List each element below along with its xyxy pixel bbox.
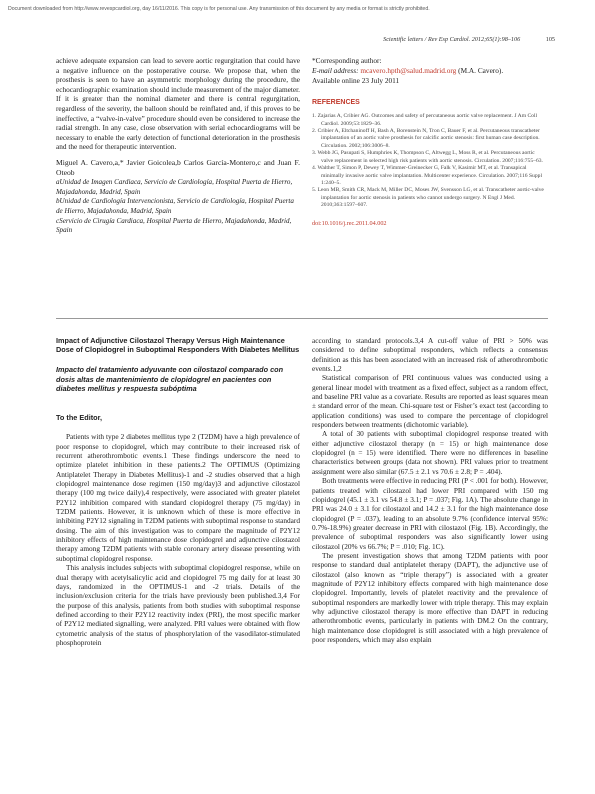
body-paragraph: according to standard protocols.3,4 A cut-off value of PRI > 50% was considered to define suboptimal responders, which reflects a consensus definition as this has been associated with an increased risk of atherothrombotic events.1,2 bbox=[312, 336, 548, 374]
reference-item: 4. Walther T, Simon P, Dewey T, Wimmer-Greinecker G, Falk V, Kasimir MT, et al. Transapical minimally invasive aortic valve implantation. Multicenter experience. Circulation. 2007;116 Suppl 1:240–5. bbox=[312, 165, 543, 186]
body-paragraph: A total of 30 patients with suboptimal clopidogrel response treated with either adjunctive cilostazol therapy (n = 15) or high maintenance dose clopidogrel (n = 15) were identified. There were no differences in baseline characteristics between groups (data not shown). PRI values prior to treatment assignment were also similar (67.5 ± 2.1 vs 70.6 ± 2.8; P = .404). bbox=[312, 429, 548, 476]
section-divider bbox=[56, 318, 548, 319]
email-label: E-mail address: bbox=[312, 65, 359, 75]
email-suffix: (M.A. Cavero). bbox=[458, 65, 504, 75]
references-list bbox=[312, 113, 548, 209]
body-paragraph: Statistical comparison of PRI continuous values was conducted using a general linear model with treatment as a fixed effect, subject as a random effect, and baseline PRI value as a covariate. Results are reported as least squares mean ± standard error of the mean. Chi-square test or Fisher’s exact test (according to application conditions) was used to compare the percentage of clopidogrel responders between treatments (dichotomic variable). bbox=[312, 373, 548, 430]
running-head bbox=[383, 36, 555, 43]
letter1-body: achieve adequate expansion can lead to severe aortic regurgitation that could have a negative influence on the postoperative course. We propose that, when the prosthesis is seen to have an asymmetric morphology during the procedure, the echocardiographic examination should include measurement of the major diameter. If it is greater than the nominal diameter and there is central regurgitation, regardless of the severity, the balloon should be reinflated and, if this proves to be ineffective, a “valve-in-valve” procedure should even be considered to increase the radial strength. In any case, close observation with serial echocardiograms will be necessary to enable the early detection of functional deterioration in the prosthesis and the need for therapeutic intervention. bbox=[56, 56, 300, 152]
letter2-left-column bbox=[56, 336, 300, 647]
article-title-spanish: Impacto del tratamiento adyuvante con cilostazol comparado con dosis altas de mantenimiento de clopidogrel en pacientes con diabetes mellitus y respuesta subóptima bbox=[56, 365, 284, 393]
letter1-authors: Miguel A. Cavero,a,* Javier Goicolea,b Carlos García-Montero,c and Juan F. Oteob bbox=[56, 157, 300, 177]
letter1-right-column bbox=[312, 56, 548, 229]
body-paragraph: This analysis includes subjects with suboptimal clopidogrel response, while on dual therapy with acetylsalicylic acid and clopidogrel 75 mg daily for at least 30 days, randomized in the OPTIMUS-1 and -2 trials. Details of the inclusion/exclusion criteria for the trials have previously been published.3,4 For the purpose of this analysis, patients from both studies with suboptimal response defined according to their P2Y12 reactivity index (PRI), the most specific marker of P2Y12 mediated signalling, were analyzed. PRI values were obtained with flow cytometric analysis of the status of phosphorylation of the vasodilator-stimulated phosphoprotein bbox=[56, 563, 300, 647]
page-number: 105 bbox=[545, 36, 555, 43]
references-heading: REFERENCES bbox=[312, 98, 360, 106]
letter2-right-column bbox=[312, 336, 548, 644]
reference-item: 1. Zajarias A, Cribier AG. Outcomes and safety of percutaneous aortic valve replacement. J Am Coll Cardiol. 2009;53:1829–36. bbox=[312, 113, 538, 127]
download-notice: Document downloaded from http://www.revespcardiol.org, day 16/11/2016. This copy is for personal use. Any transmission of this document by any media or format is strictly prohibited. bbox=[8, 6, 430, 12]
journal-citation: Scientific letters / Rev Esp Cardiol. 2012;65(1):98–106 bbox=[383, 36, 521, 43]
doi-link[interactable]: doi:10.1016/j.rec.2011.04.002 bbox=[312, 220, 387, 228]
email-link[interactable]: mcavero.hpth@salud.madrid.org bbox=[360, 65, 457, 75]
corresponding-email-line bbox=[312, 66, 548, 76]
body-paragraph: The present investigation shows that among T2DM patients with poor response to standard dual antiplatelet therapy (DAPT), the adjunctive use of cilostazol (also known as “triple therapy”) is associated with a greater magnitude of P2Y12 inhibitory effects compared with high maintenance dose clopidogrel. Importantly, levels of platelet reactivity and the prevalence of suboptimal responders are markedly lower with triple therapy. This may explain why adjunctive cilostazol therapy is more effective than DAPT in reducing atherothrombotic events, particularly in patients with DM.2 On the contrary, high maintenance dose clopidogrel is still associated with a high prevalence of poor responders, which may also explain bbox=[312, 550, 548, 644]
reference-item: 3. Webb JG, Pasupati S, Humphries K, Thompson C, Altwegg L, Moss R, et al. Percutaneous aortic valve replacement in selected high risk patients with aortic stenosis. Circulation. 2007;116:755–63. bbox=[312, 150, 543, 164]
body-paragraph: Both treatments were effective in reducing PRI (P < .001 for both). However, patients treated with cilostazol had lower PRI compared with 150 mg clopidogrel (45.1 ± 3.1 vs 54.8 ± 3.1; P = .037; Fig. 1A). The absolute change in PRI was 24.0 ± 3.1 for cilostazol and 14.2 ± 3.1 for the high maintenance dose clopidogrel (P = .037), leading to an absolute 9.7% (confidence interval 95%: 0.7%-18.9%) greater decrease in PRI with cilostazol (Fig. 1B). Accordingly, the prevalence of suboptimal responders was also significantly lower using cilostazol (20% vs 66.7%; P = .010; Fig. 1C). bbox=[312, 476, 548, 551]
corresponding-author-label: *Corresponding author: bbox=[312, 56, 382, 65]
affiliation-c: cServicio de Cirugía Cardiaca, Hospital Puerta de Hierro, Majadahonda, Madrid, Spain bbox=[56, 216, 292, 235]
reference-item: 5. Leon MB, Smith CR, Mack M, Miller DC, Moses JW, Svensson LG, et al. Transcatheter aortic-valve implantation for aortic stenosis in patients who cannot undergo surgery. N Engl J Med. 2010;363:1597–607. bbox=[312, 187, 544, 208]
letter1-left-column bbox=[56, 56, 300, 236]
affiliation-a: aUnidad de Imagen Cardiaca, Servicio de Cardiología, Hospital Puerta de Hierro, Majadahonda, Madrid, Spain bbox=[56, 178, 293, 196]
available-online: Available online 23 July 2011 bbox=[312, 76, 400, 86]
reference-item: 2. Cribier A, Eltchaninoff H, Bash A, Borenstein N, Tron C, Bauer F, et al. Percutaneous transcatheter implantation of an aortic valve prosthesis for calcific aortic stenosis: first human case description. Circulation. 2002;106:3006–8. bbox=[312, 128, 540, 149]
salutation: To the Editor, bbox=[56, 413, 103, 423]
affiliation-b: bUnidad de Cardiología Intervencionista, Servicio de Cardiología, Hospital Puerta de Hierro, Majadahonda, Madrid, Spain bbox=[56, 197, 294, 215]
article-title: Impact of Adjunctive Cilostazol Therapy Versus High Maintenance Dose of Clopidogrel in Suboptimal Responders With Diabetes Mellitus bbox=[56, 336, 300, 355]
body-paragraph: Patients with type 2 diabetes mellitus type 2 (T2DM) have a high prevalence of poor response to clopidogrel, which may contribute to their increased risk of recurrent atherothrombotic events.1 These findings underscore the need to optimize platelet inhibition in these patients.2 The OPTIMUS (Optimizing Antiplatelet Therapy in Diabetes Mellitus)-1 and -2 studies observed that a high clopidogrel maintenance dose regimen (150 mg/day)3 and adjunctive cilostazol therapy (100 mg twice daily),4 respectively, were associated with greater platelet P2Y12 inhibition compared with standard clopidogrel therapy (75 mg/day) in T2DM patients. However, it is unknown which of these is more effective in inhibiting P2Y12 signaling in T2DM patients with suboptimal response to standard dosing. The aim of this investigation was to compare the magnitude of P2Y12 inhibitory effects of high maintenance dose clopidogrel and adjunctive cilostazol therapy among T2DM patients with stable coronary artery disease presenting with suboptimal clopidogrel response. bbox=[56, 432, 300, 563]
